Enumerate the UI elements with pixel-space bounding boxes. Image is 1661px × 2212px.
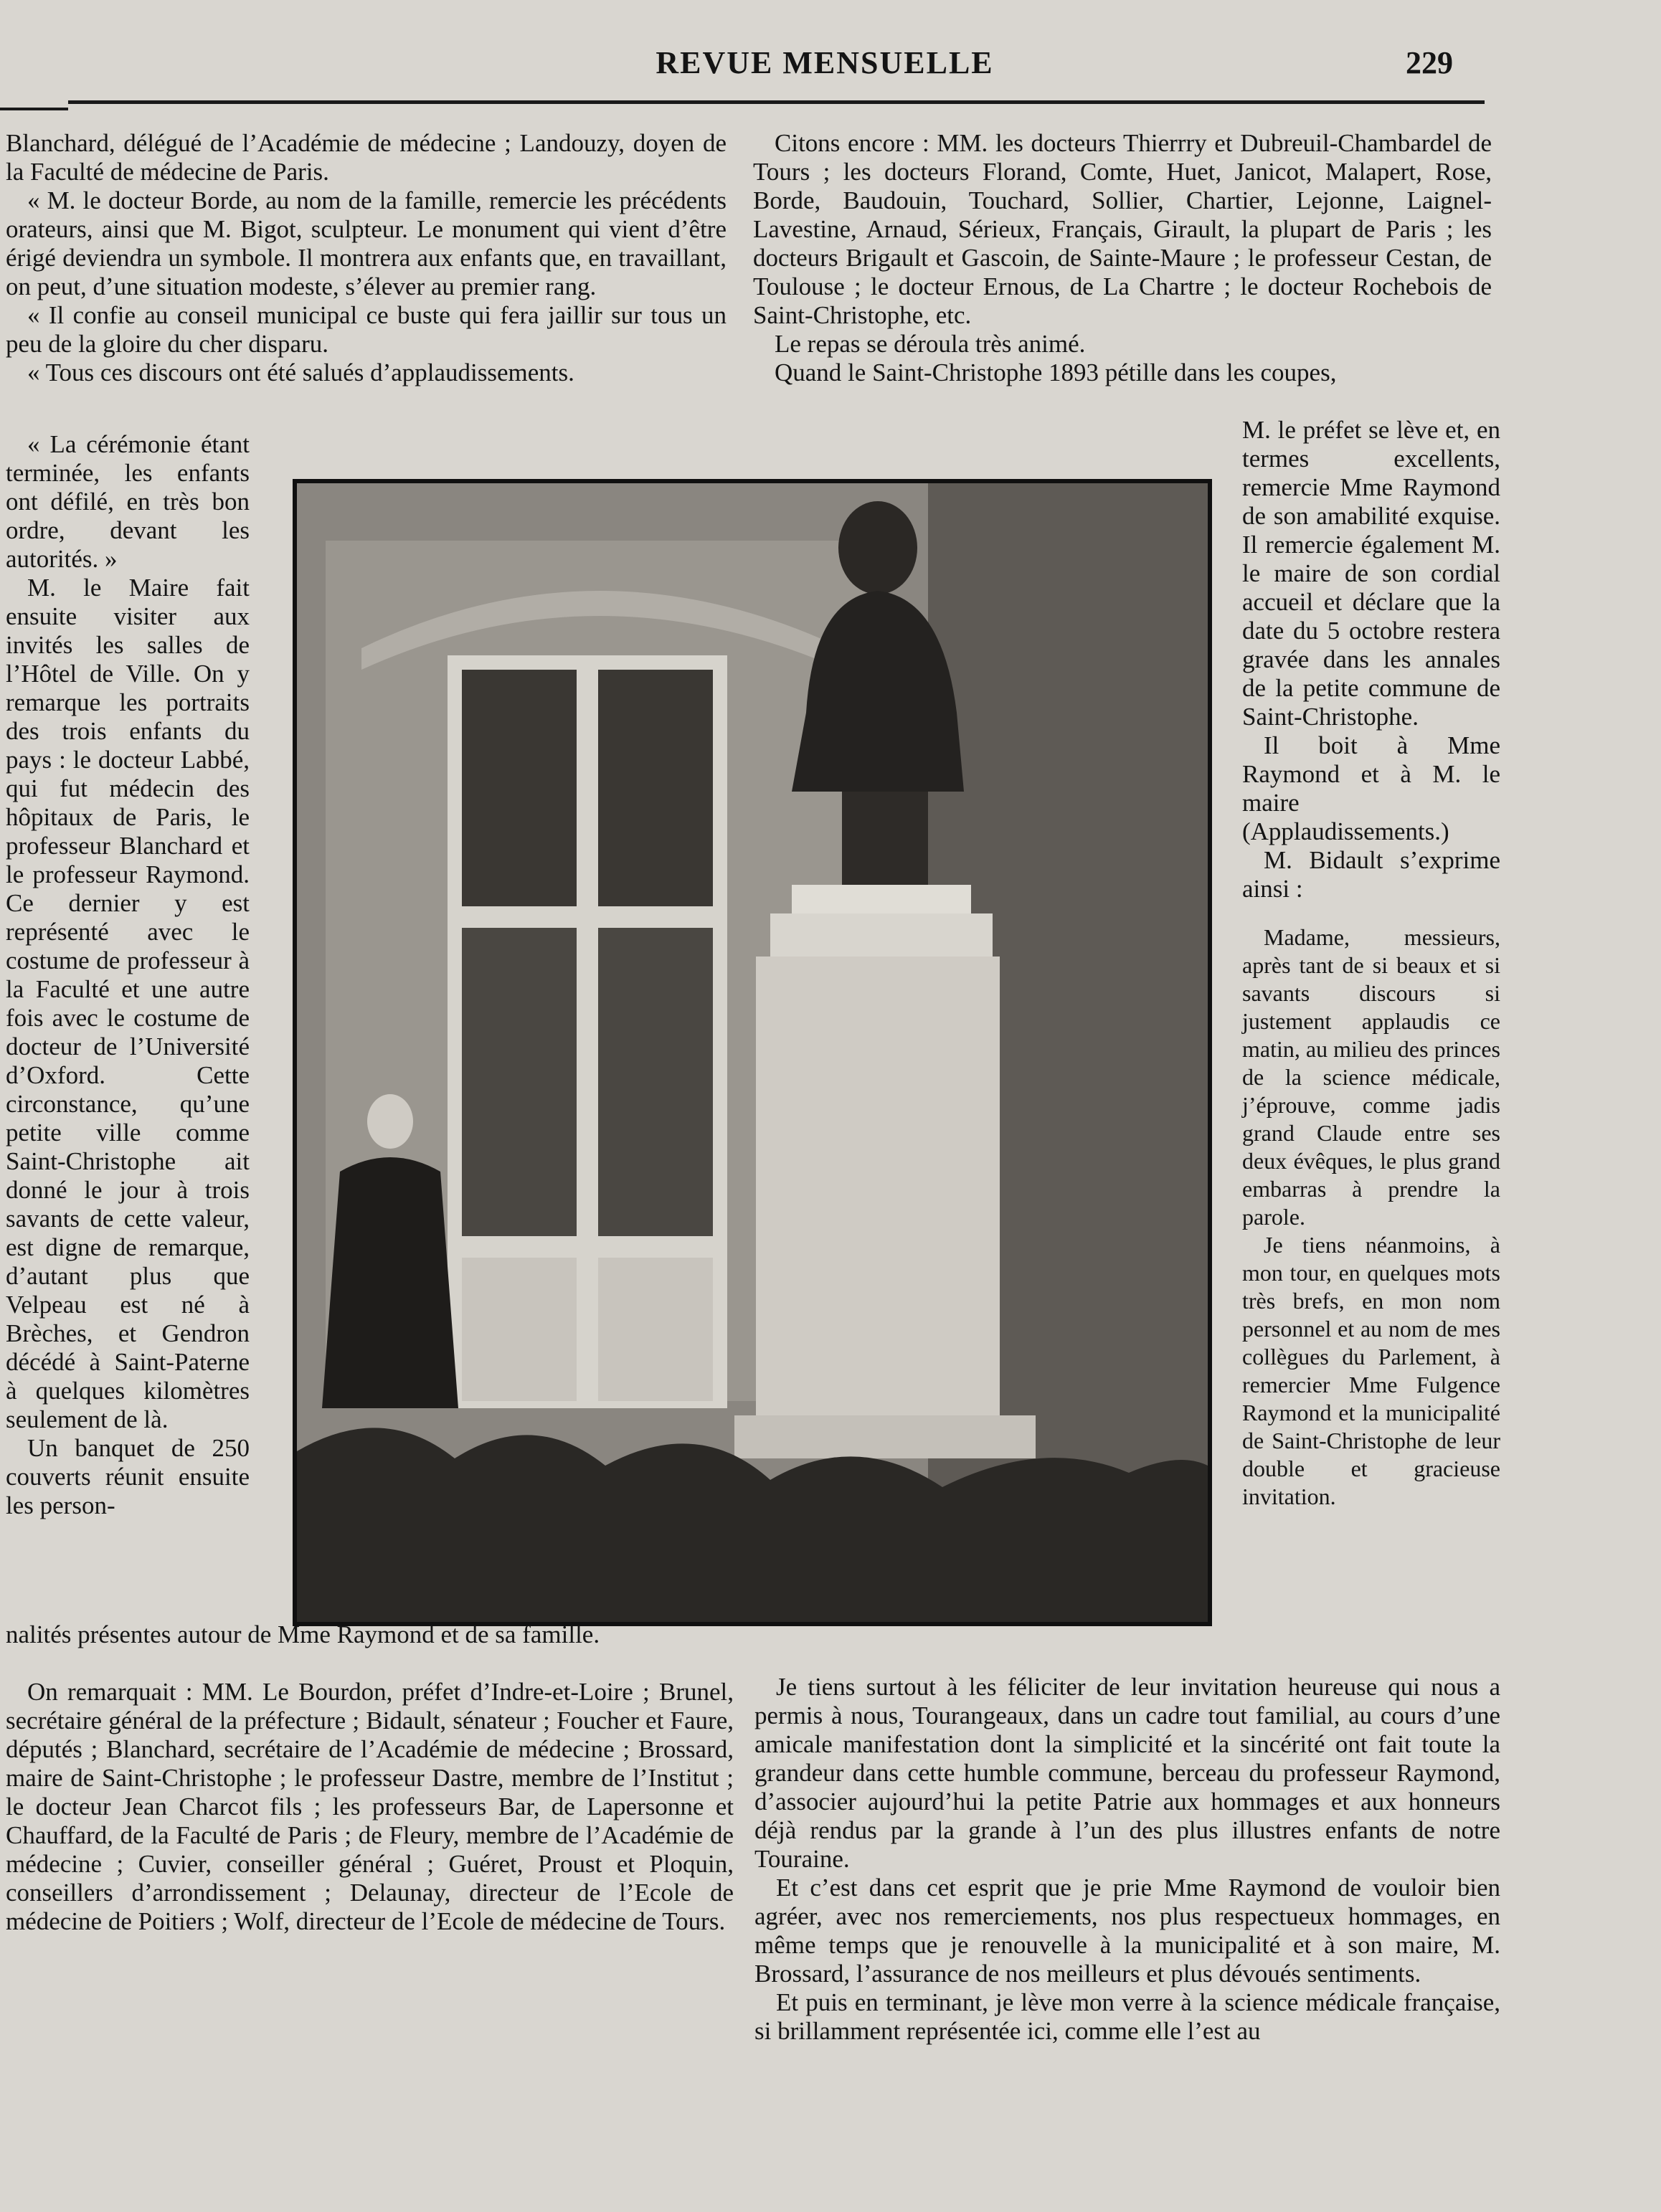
running-title: REVUE MENSUELLE [656,45,994,80]
left-wrap-continuation [6,1620,730,1649]
paragraph: Et puis en terminant, je lève mon verre à la science médicale française, si brillamment représentée ici, comme elle l’est au [754,1988,1500,2045]
left-column-bottom [6,1678,734,1936]
paragraph: « Il confie au conseil municipal ce buste qui fera jaillir sur tous un peu de la gloire du cher disparu. [6,301,727,358]
paragraph: Madame, messieurs, après tant de si beaux et si savants discours si justement applaudis ce matin, au milieu des princes de la science médicale, j’éprouve, comme jadis grand Claude entre ses deux évêques, le plus grand embarras à prendre la parole. [1242,924,1500,1230]
paragraph: M. le Maire fait ensuite visiter aux invités les salles de l’Hôtel de Ville. On y remarque les portraits des trois enfants du pays : le docteur Labbé, qui fut médecin des hôpitaux de Paris, le professeur Blanchard et le professeur Raymond. Ce dernier y est représenté avec le costume de professeur à la Faculté et une autre fois avec le costume de docteur de l’Université d’Oxford. Cette circonstance, qu’une petite ville comme Saint-Christophe ait donné le jour à trois savants de cette valeur, est digne de remarque, d’autant plus que Velpeau est né à Brèches, et Gendron décédé à Saint-Paterne à quelques kilomètres seulement de là. [6,574,250,1433]
paragraph: Quand le Saint-Christophe 1893 pétille dans les coupes, [775,359,1337,386]
header-rule-left [0,108,68,110]
header-rule [68,100,1485,104]
right-column-bottom [754,1673,1500,2046]
paragraph: nalités présentes autour de Mme Raymond et de sa famille. [6,1620,600,1648]
paragraph: Je tiens surtout à les féliciter de leur invitation heureuse qui nous a permis à nous, Tourangeaux, dans un cadre tout familial, au cours d’une amicale manifestation dont la simplicité et la sincérité ont fait toute la grandeur dans cette humble commune, berceau du professeur Raymond, d’associer aujourd’hui la petite Patrie aux hommages et aux honneurs déjà rendus par la grande à l’un des plus illustres enfants de notre Touraine. [754,1673,1500,1873]
paragraph: Blanchard, délégué de l’Académie de médecine ; Landouzy, doyen de la Faculté de médecine de Paris. [6,129,727,186]
paragraph: Le repas se déroula très animé. [775,330,1086,358]
photo-illustration [297,483,1208,1622]
right-column-top [753,129,1492,387]
left-column-narrow [6,430,250,1520]
paragraph: M. Bidault s’exprime ainsi : [1242,846,1500,903]
paragraph: « La cérémonie étant terminée, les enfants ont défilé, en très bon ordre, devant les autorités. » [6,430,250,573]
paragraph: Je tiens néanmoins, à mon tour, en quelques mots très brefs, en mon nom personnel et au nom de mes collègues du Parlement, à remercier Mme Fulgence Raymond et la municipalité de Saint-Christophe de leur double et gracieuse invitation. [1242,1232,1500,1509]
right-column-narrow [1242,416,1500,1511]
left-column-top [6,129,727,387]
paragraph: Et c’est dans cet esprit que je prie Mme Raymond de vouloir bien agréer, avec nos remerciements, nos plus respectueux hommages, en même temps que je renouvelle à la municipalité et à son maire, M. Brossard, l’assurance de nos meilleurs et plus dévoués sentiments. [754,1874,1500,1988]
speech-block [1242,924,1500,1511]
paragraph: « M. le docteur Borde, au nom de la famille, remercie les précédents orateurs, ainsi que M. Bigot, sculpteur. Le monument qui vient d’être érigé deviendra un symbole. Il montrera aux enfants que, en travaillant, on peut, d’une situation modeste, s’élever au premier rang. [6,186,727,300]
paragraph: « Tous ces discours ont été salués d’applaudissements. [27,359,574,386]
monument-photograph [293,479,1212,1626]
paragraph: M. le préfet se lève et, en termes excellents, remercie Mme Raymond de son amabilité exquise. Il remercie également M. le maire de son cordial accueil et déclare que la date du 5 octobre restera gravée dans les annales de la petite commune de Saint-Christophe. [1242,416,1500,731]
paragraph: Un banquet de 250 couverts réunit ensuite les person- [6,1434,250,1519]
page-number: 229 [1406,45,1453,80]
paragraph: On remarquait : MM. Le Bourdon, préfet d’Indre-et-Loire ; Brunel, secrétaire général de la préfecture ; Bidault, sénateur ; Foucher et Faure, députés ; Blanchard, secrétaire de l’Académie de médecine ; Brossard, maire de Saint-Christophe ; le professeur Dastre, membre de l’Institut ; le docteur Jean Charcot fils ; les professeurs Bar, de Lapersonne et Chauffard, de la Faculté de Paris ; de Fleury, membre de l’Académie de médecine ; Cuvier, conseiller général ; Guéret, Proust et Ploquin, conseillers d’arrondissement ; Delaunay, directeur de l’Ecole de médecine de Poitiers ; Wolf, directeur de l’Ecole de médecine de Tours. [6,1678,734,1935]
paragraph: Il boit à Mme Raymond et à M. le maire (Applaudissements.) [1242,731,1500,845]
page-header [0,44,1661,95]
paragraph: Citons encore : MM. les docteurs Thierrry et Dubreuil-Chambardel de Tours ; les docteurs Florand, Comte, Huet, Janicot, Malapert, Rose, Borde, Baudouin, Touchard, Sollier, Chartier, Lejonne, Laignel-Lavestine, Arnaud, Sérieux, Français, Girault, la plupart de Paris ; les docteurs Brigault et Gascoin, de Sainte-Maure ; le professeur Cestan, de Toulouse ; le docteur Ernous, de La Chartre ; le docteur Rochebois de Saint-Christophe, etc. [753,129,1492,329]
